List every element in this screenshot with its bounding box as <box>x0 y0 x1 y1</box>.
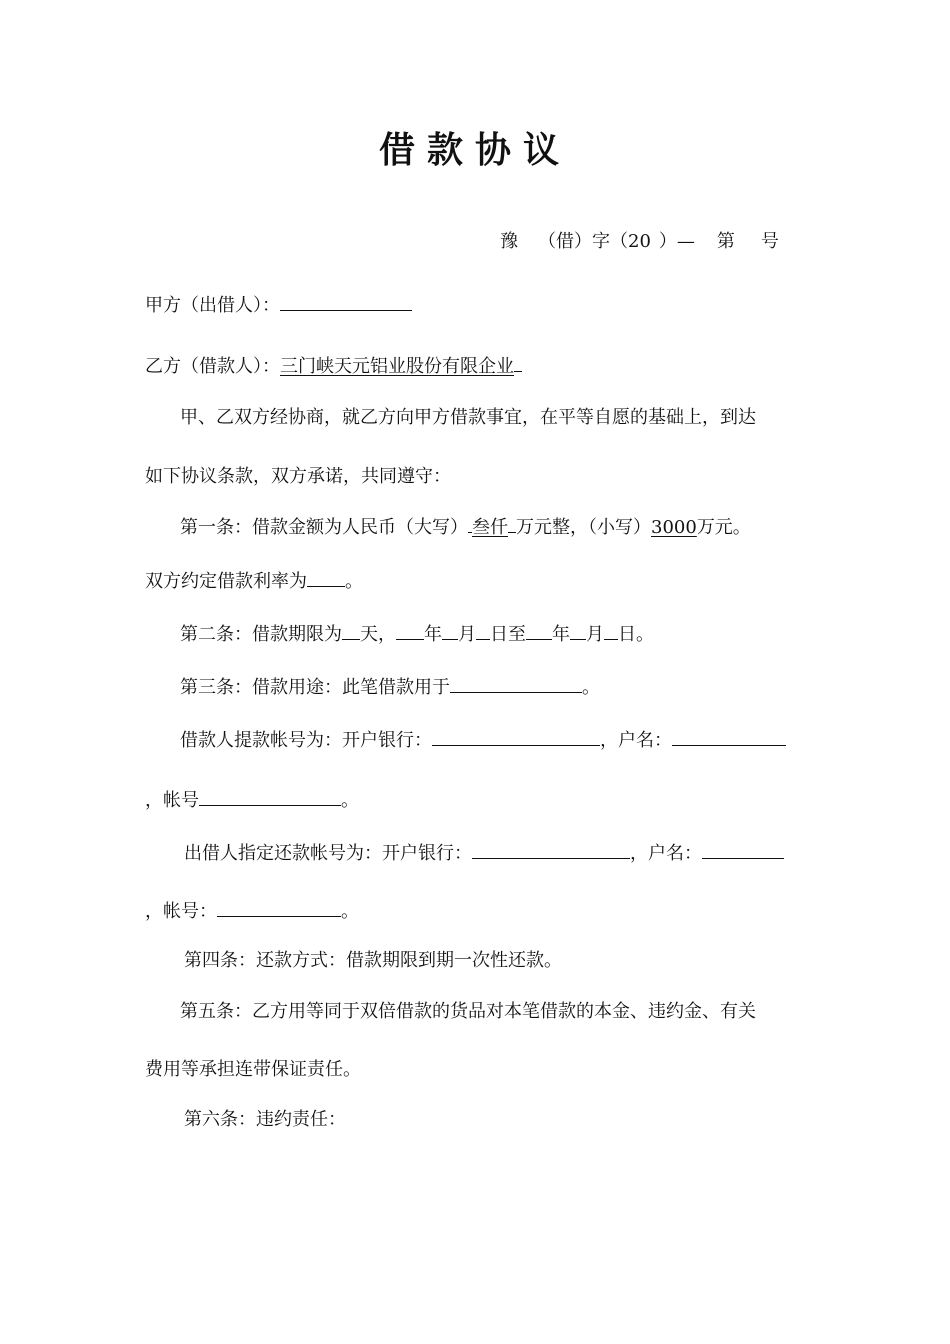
borrower-account-end: 。 <box>341 790 359 811</box>
article5-line-1: 第五条：乙方用等同于双倍借款的货品对本笔借款的本金、违约金、有关 <box>180 1001 756 1022</box>
borrower-account-line-1 <box>180 727 786 753</box>
article2-month-2: 月 <box>586 624 604 645</box>
borrower-account-label: 借款人提款帐号为：开户银行： <box>180 730 432 751</box>
lender-name-label: ，户名： <box>630 843 702 864</box>
party-b-value: 三门峡天元铝业股份有限企业 <box>280 356 514 377</box>
article6-line: 第六条：违约责任： <box>184 1109 346 1130</box>
intro-line-2: 如下协议条款，双方承诺，共同遵守： <box>145 466 451 487</box>
doc-number-hao: 号 <box>760 231 779 252</box>
borrower-bank-blank <box>432 727 600 746</box>
lender-account-line-1 <box>184 840 784 866</box>
end-day-blank <box>604 621 618 640</box>
article2-text: 第二条：借款期限为 <box>180 624 342 645</box>
article4-line: 第四条：还款方式：借款期限到期一次性还款。 <box>184 950 562 971</box>
article1-upper-tail <box>508 514 516 533</box>
party-a-label: 甲方（出借人）： <box>145 295 280 316</box>
doc-number-prefix: 豫 <box>500 231 518 252</box>
borrower-name-label: ，户名： <box>600 730 672 751</box>
party-b-label: 乙方（借款人）： <box>145 356 280 377</box>
article2-to: 日至 <box>490 624 526 645</box>
article1-line-1 <box>180 514 751 540</box>
doc-number-di: 第 <box>716 231 735 252</box>
borrower-name-blank <box>672 727 786 746</box>
article2-year-2: 年 <box>552 624 570 645</box>
purpose-blank <box>450 674 582 693</box>
borrower-account-line-2 <box>145 787 359 813</box>
article1-line-2 <box>145 568 363 594</box>
lender-account-label: 出借人指定还款帐号为：开户银行： <box>184 843 472 864</box>
document-title: 借款协议 <box>378 129 571 171</box>
article3-text: 第三条：借款用途：此笔借款用于 <box>180 677 450 698</box>
lender-name-blank <box>702 840 784 859</box>
party-b-underline-tail <box>514 353 522 372</box>
article1-text: 第一条：借款金额为人民币（大写） <box>180 517 468 538</box>
doc-number-dash: ）— <box>658 231 695 252</box>
article3-end: 。 <box>582 677 600 698</box>
article1-text-3: 万元。 <box>696 517 751 538</box>
article3-line <box>180 674 600 700</box>
amount-upper: 叁仟 <box>472 517 508 538</box>
borrower-account-no-label: ，帐号 <box>145 790 199 811</box>
days-blank <box>342 621 360 640</box>
article5-line-2: 费用等承担连带保证责任。 <box>145 1059 361 1080</box>
start-year-blank <box>396 621 424 640</box>
lender-account-end: 。 <box>341 901 359 922</box>
borrower-account-no-blank <box>199 787 341 806</box>
article1-text-2: 万元整，（小写） <box>516 517 651 538</box>
article2-days: 天， <box>360 624 396 645</box>
start-month-blank <box>442 621 458 640</box>
party-b-line <box>145 353 522 379</box>
doc-number <box>500 230 779 254</box>
end-year-blank <box>526 621 552 640</box>
article2-month: 月 <box>458 624 476 645</box>
article2-year: 年 <box>424 624 442 645</box>
article2-day-end: 日。 <box>618 624 654 645</box>
intro-line-1: 甲、乙双方经协商，就乙方向甲方借款事宜，在平等自愿的基础上，到达 <box>180 407 756 428</box>
end-month-blank <box>570 621 586 640</box>
lender-bank-blank <box>472 840 630 859</box>
party-a-line <box>145 292 412 318</box>
interest-rate-end: 。 <box>345 571 363 592</box>
article2-line <box>180 621 654 647</box>
lender-account-no-label: ，帐号： <box>145 901 217 922</box>
doc-number-jie: （借）字（20 <box>538 231 651 252</box>
interest-rate-label: 双方约定借款利率为 <box>145 571 307 592</box>
start-day-blank <box>476 621 490 640</box>
lender-account-line-2 <box>145 898 359 924</box>
amount-lower: 3000 <box>651 517 697 538</box>
party-a-blank <box>280 292 412 311</box>
interest-rate-blank <box>307 568 345 587</box>
lender-account-no-blank <box>217 898 341 917</box>
